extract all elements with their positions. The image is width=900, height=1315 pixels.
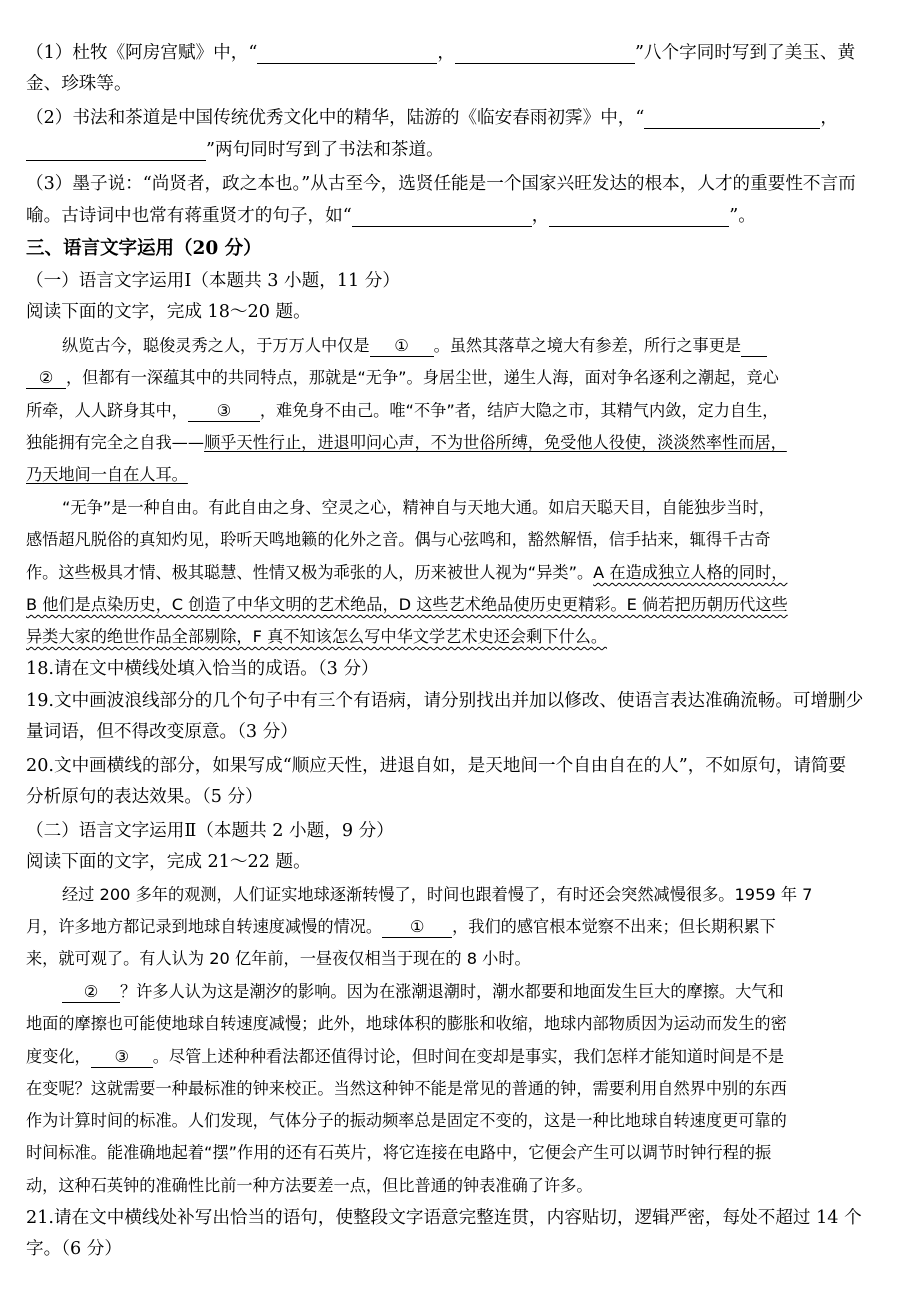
question-2-line-1: （2）书法和茶道是中国传统优秀文化中的精华，陆游的《临安春雨初霁》中，“ ， [26, 108, 838, 128]
blank-2[interactable]: ② [62, 982, 120, 1003]
passage-4-line-5: 作为计算时间的标准。人们发现，气体分子的振动频率总是固定不变的，这是一种比地球自转速度更可靠的 [26, 1111, 787, 1130]
question-3-line-1: （3）墨子说：“尚贤者，政之本也。”从古至今，选贤任能是一个国家兴旺发达的根本，人才的重要性不言而 [26, 174, 856, 194]
passage-4-line-2: 地面的摩擦也可能使地球自转速度减慢；此外，地球体积的膨胀和收缩，地球内部物质因为运动而发生的密 [26, 1014, 787, 1033]
passage-4-line-6: 时间标准。能准确地起着“摆”作用的还有石英片，将它连接在电路中，它便会产生可以调节时钟行程的振 [26, 1143, 772, 1162]
section-title: 三、语言文字运用（20 分） [26, 238, 262, 259]
underlined-sentence: 顺乎天性行止，进退叩问心声，不为世俗所缚，免受他人役使，淡淡然率性而居， [204, 433, 787, 452]
underlined-sentence: 乃天地间一自在人耳。 [26, 465, 188, 484]
wavy-sentence: A 在造成独立人格的同时， [593, 563, 788, 582]
blank-1[interactable]: ① [382, 917, 452, 938]
blank-3[interactable]: ③ [91, 1047, 153, 1068]
passage-1-line-5 [26, 464, 188, 486]
passage-2-line-4 [26, 594, 788, 616]
question-21-line-2: 字。（6 分） [26, 1239, 122, 1259]
question-19-line-2: 量词语，但不得改变原意。（3 分） [26, 722, 298, 742]
blank-3[interactable]: ③ [188, 401, 260, 422]
answer-blank[interactable] [26, 143, 206, 161]
reading-instruction-2: 阅读下面的文字，完成 21～22 题。 [26, 852, 311, 872]
subsection-2-title: （二）语言文字运用Ⅱ（本题共 2 小题，9 分） [26, 821, 394, 841]
blank-1[interactable]: ① [370, 336, 434, 357]
passage-2-line-1: “无争”是一种自由。有此自由之身、空灵之心，精神自与天地大通。如启天聪天目，自能独步当时， [62, 498, 775, 517]
wavy-sentence: 异类大家的绝世作品全部剔除，F 真不知该怎么写中华文学艺术史还会剩下什么。 [26, 627, 608, 646]
answer-blank[interactable] [352, 209, 532, 227]
passage-1-line-2: ② ，但都有一深蕴其中的共同特点，那就是“无争”。身居尘世，递生人海，面对争名逐利之潮起，竞心 [26, 367, 779, 389]
passage-1-line-3: 所牵，人人跻身其中， ③ ，难免身不由己。唯“不争”者，结庐大隐之市，其精气内敛，定力自生， [26, 401, 779, 420]
question-20-line-2: 分析原句的表达效果。（5 分） [26, 787, 263, 807]
subsection-1-title: （一）语言文字运用Ⅰ（本题共 3 小题，11 分） [26, 271, 400, 291]
answer-blank[interactable] [741, 339, 767, 357]
passage-2-line-5 [26, 626, 607, 648]
question-1-line-1: （1）杜牧《阿房宫赋》中，“ ， ”八个字同时写到了美玉、黄 [26, 43, 856, 63]
passage-3-line-2: 月，许多地方都记录到地球自转速度减慢的情况。 ① ，我们的感官根本觉察不出来；但长期积累下 [26, 917, 776, 936]
answer-blank[interactable] [644, 111, 820, 129]
passage-4-line-1: ② ？许多人认为这是潮汐的影响。因为在涨潮退潮时，潮水都要和地面发生巨大的摩擦。大气和 [62, 981, 784, 1003]
answer-blank[interactable] [257, 46, 437, 64]
passage-2-line-3: 作。这些极具才情、极其聪慧、性情又极为乖张的人，历来被世人视为“异类”。A 在造成独立人格的同时， [26, 563, 788, 582]
blank-2[interactable]: ② [26, 368, 66, 389]
question-1-line-2: 金、珍珠等。 [26, 74, 132, 94]
passage-2-line-2: 感悟超凡脱俗的真知灼见，聆听天鸣地籁的化外之音。偶与心弦鸣和，豁然解悟，信手拈来，辄得千古奇 [26, 530, 771, 549]
question-2-line-2: ”两句同时写到了书法和茶道。 [26, 139, 444, 161]
passage-4-line-4: 在变呢？这就需要一种最标准的钟来校正。当然这种钟不能是常见的普通的钟，需要利用自然界中别的东西 [26, 1079, 787, 1098]
answer-blank[interactable] [455, 46, 635, 64]
reading-instruction-1: 阅读下面的文字，完成 18～20 题。 [26, 302, 311, 322]
passage-4-line-3: 度变化， ③ 。尽管上述种种看法都还值得讨论，但时间在变却是事实，我们怎样才能知道时间是不是 [26, 1047, 785, 1066]
passage-1-line-1: 纵览古今，聪俊灵秀之人，于万万人中仅是 ① 。虽然其落草之境大有参差，所行之事更是 [62, 335, 767, 357]
question-20-line-1: 20.文中画横线的部分，如果写成“顺应天性，进退自如，是天地间一个自由自在的人”，不如原句，请简要 [26, 756, 847, 776]
answer-blank[interactable] [549, 209, 729, 227]
question-21-line-1: 21.请在文中横线处补写出恰当的语句，使整段文字语意完整连贯，内容贴切，逻辑严密，每处不超过 14 个 [26, 1208, 862, 1228]
passage-3-line-1: 经过 200 多年的观测，人们证实地球逐渐转慢了，时间也跟着慢了，有时还会突然减慢很多。1959 年 7 [62, 885, 813, 904]
question-18: 18.请在文中横线处填入恰当的成语。（3 分） [26, 659, 379, 679]
passage-3-line-3: 来，就可观了。有人认为 20 亿年前，一昼夜仅相当于现在的 8 小时。 [26, 949, 531, 968]
passage-1-line-4: 独能拥有完全之自我——顺乎天性行止，进退叩问心声，不为世俗所缚，免受他人役使，淡淡然率性而居， [26, 433, 787, 452]
wavy-sentence: B 他们是点染历史，C 创造了中华文明的艺术绝品，D 这些艺术绝品使历史更精彩。E 倘若把历朝历代这些 [26, 595, 788, 614]
question-19-line-1: 19.文中画波浪线部分的几个句子中有三个有语病，请分别找出并加以修改、使语言表达准确流畅。可增删少 [26, 691, 864, 711]
question-3-line-2: 喻。古诗词中也常有蒋重贤才的句子，如“ ， ”。 [26, 206, 756, 226]
passage-4-line-7: 动，这种石英钟的准确性比前一种方法要差一点，但比普通的钟表准确了许多。 [26, 1176, 593, 1195]
